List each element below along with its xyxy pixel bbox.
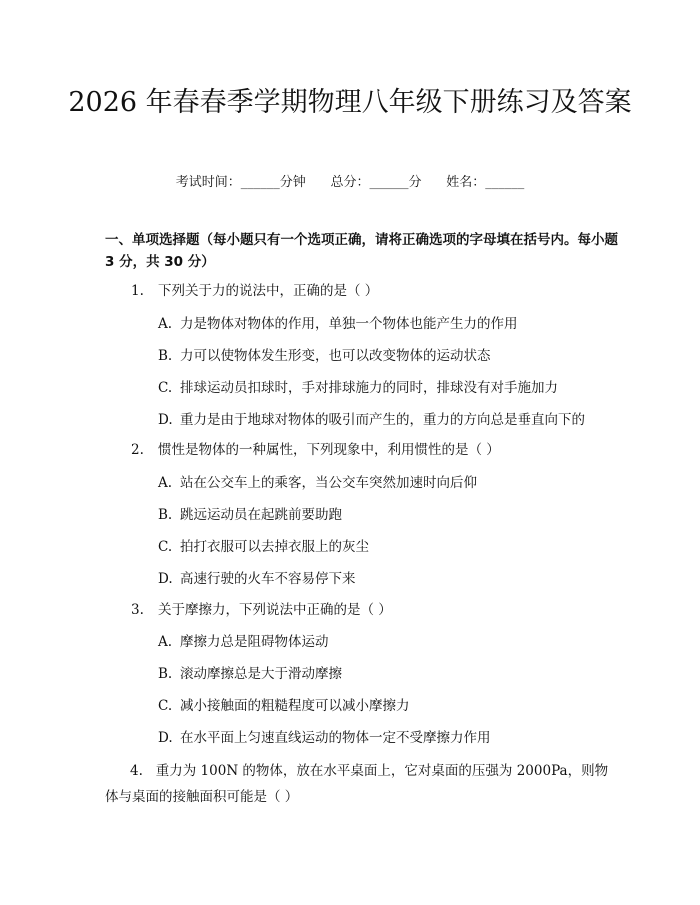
question-number: 1.	[131, 283, 144, 299]
option-letter: B.	[158, 507, 173, 523]
question-3-option-c	[158, 695, 628, 717]
question-3-option-d	[158, 727, 628, 749]
option-text: 站在公交车上的乘客，当公交车突然加速时向后仰	[180, 475, 477, 491]
option-text: 跳远运动员在起跳前要助跑	[180, 507, 342, 523]
question-3-option-a	[158, 631, 628, 653]
question-number: 4.	[130, 763, 143, 779]
question-2-option-a	[158, 472, 628, 494]
option-text: 减小接触面的粗糙程度可以减小摩擦力	[180, 698, 410, 714]
option-text: 排球运动员扣球时，手对排球施力的同时，排球没有对手施加力	[180, 380, 558, 396]
question-2-stem	[131, 439, 611, 461]
option-text: 滚动摩擦总是大于滑动摩擦	[180, 666, 342, 682]
question-text: 下列关于力的说法中，正确的是（ ）	[158, 283, 379, 299]
question-text: 关于摩擦力，下列说法中正确的是（ ）	[158, 602, 392, 618]
question-2-option-d	[158, 568, 628, 590]
option-text: 拍打衣服可以去掉衣服上的灰尘	[180, 539, 369, 555]
option-text: 在水平面上匀速直线运动的物体一定不受摩擦力作用	[180, 730, 491, 746]
option-letter: B.	[158, 666, 173, 682]
document-title: 2026 年春春季学期物理八年级下册练习及答案	[68, 87, 632, 118]
question-1-option-d	[158, 409, 628, 431]
question-3-stem	[131, 599, 611, 621]
option-letter: C.	[158, 698, 173, 714]
option-letter: A.	[158, 316, 173, 332]
option-text: 摩擦力总是阻碍物体运动	[180, 634, 329, 650]
option-letter: D.	[158, 571, 173, 587]
question-1-option-a	[158, 313, 628, 335]
option-text: 力是物体对物体的作用，单独一个物体也能产生力的作用	[180, 316, 518, 332]
option-letter: A.	[158, 634, 173, 650]
question-text: 惯性是物体的一种属性，下列现象中，利用惯性的是（ ）	[158, 442, 500, 458]
question-number: 2.	[131, 442, 144, 458]
option-text: 重力是由于地球对物体的吸引而产生的，重力的方向总是垂直向下的	[180, 412, 585, 428]
option-text: 力可以使物体发生形变，也可以改变物体的运动状态	[180, 348, 491, 364]
question-4-stem	[105, 758, 620, 810]
question-2-option-b	[158, 504, 628, 526]
question-3-option-b	[158, 663, 628, 685]
section-heading: 一、单项选择题（每小题只有一个选项正确，请将正确选项的字母填在括号内。每小题 3 分，共 30 分）	[105, 232, 618, 270]
question-1-option-b	[158, 345, 628, 367]
option-letter: B.	[158, 348, 173, 364]
option-letter: D.	[158, 730, 173, 746]
option-letter: C.	[158, 380, 173, 396]
option-letter: C.	[158, 539, 173, 555]
question-2-option-c	[158, 536, 628, 558]
option-letter: D.	[158, 412, 173, 428]
question-text: 重力为 100N 的物体，放在水平桌面上，它对桌面的压强为 2000Pa，则物体与桌面的接触面积可能是（ ）	[105, 763, 609, 805]
question-1-option-c	[158, 377, 628, 399]
option-letter: A.	[158, 475, 173, 491]
question-number: 3.	[131, 602, 144, 618]
option-text: 高速行驶的火车不容易停下来	[180, 571, 356, 587]
question-1-stem	[131, 280, 611, 302]
exam-info-line: 考试时间：______分钟 总分：______分 姓名：______	[175, 175, 525, 190]
